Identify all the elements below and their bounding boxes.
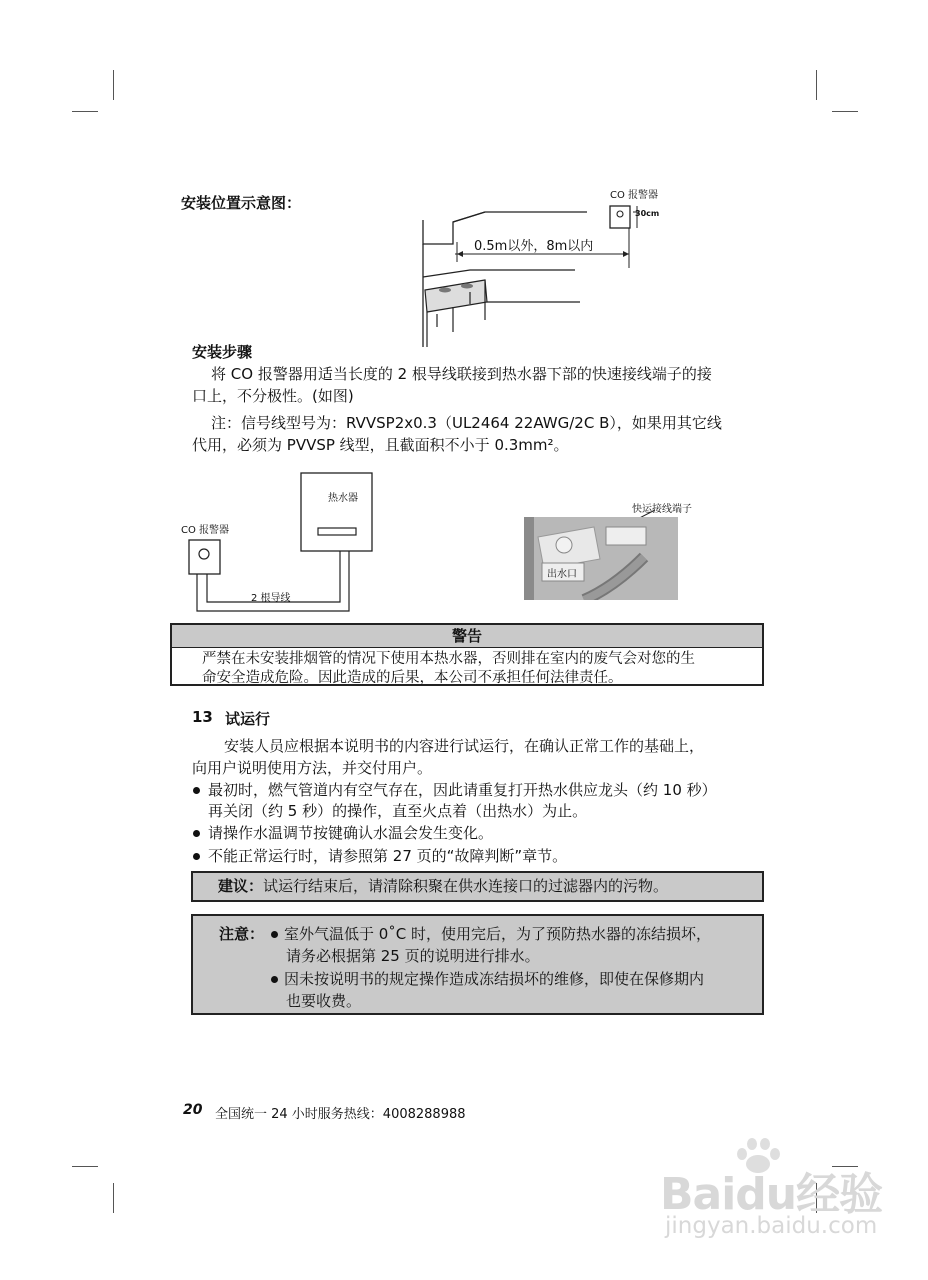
note-item-text: 室外气温低于 0˚C 时，使用完后，为了预防热水器的冻结损坏， — [284, 925, 712, 943]
note-box — [191, 914, 764, 1015]
crop-mark — [72, 111, 98, 112]
suggestion-label: 建议： — [218, 877, 264, 895]
install-diagram-title: 安装位置示意图： — [181, 194, 302, 212]
bullet-icon — [193, 830, 200, 837]
crop-mark — [113, 1183, 114, 1213]
crop-mark — [72, 1166, 98, 1167]
watermark-url: jingyan.baidu.com — [665, 1213, 878, 1239]
terminal-photo — [524, 517, 678, 600]
install-steps-text: 将 CO 报警器用适当长度的 2 根导线联接到热水器下部的快速接线端子的接 — [211, 365, 712, 383]
outlet-label: 出水口 — [547, 569, 577, 580]
list-item — [193, 845, 567, 867]
note-item-text: 也要收费。 — [286, 992, 362, 1010]
suggestion-box — [191, 871, 764, 902]
list-item — [193, 779, 717, 801]
heater-label: 热水器 — [328, 493, 358, 504]
signal-wire-note: 代用，必须为 PVVSP 线型，且截面积不小于 0.3mm²。 — [192, 436, 569, 454]
suggestion-text: 试运行结束后，请清除积聚在供水连接口的过滤器内的污物。 — [263, 877, 669, 895]
bullet-icon — [193, 787, 200, 794]
list-item-text: 请操作水温调节按键确认水温会发生变化。 — [208, 824, 494, 842]
list-item — [193, 822, 493, 844]
install-position-diagram — [415, 182, 665, 350]
signal-wire-note: 注：信号线型号为：RVVSP2x0.3（UL2464 22AWG/2C B），如果用其它线 — [211, 414, 722, 432]
watermark-brand: Baidu经验 — [660, 1169, 883, 1220]
height-label: 30cm — [635, 209, 660, 218]
list-item-text: 最初时，燃气管道内有空气存在，因此请重复打开热水供应龙头（约 10 秒） — [208, 781, 717, 799]
bullet-icon — [193, 853, 200, 860]
section-title: 试运行 — [225, 710, 271, 728]
wiring-co-label: CO 报警器 — [181, 525, 230, 536]
list-item-text: 再关闭（约 5 秒）的操作，直至火点着（出热水）为止。 — [208, 802, 588, 820]
warning-title: 警告 — [172, 625, 762, 648]
crop-mark — [113, 70, 114, 100]
note-item — [271, 923, 711, 945]
distance-label: 0.5m以外，8m以内 — [474, 239, 594, 254]
list-item-text: 不能正常运行时，请参照第 27 页的“故障判断”章节。 — [208, 847, 568, 865]
page-number: 20 — [183, 1102, 203, 1118]
section-intro: 安装人员应根据本说明书的内容进行试运行，在确认正常工作的基础上， — [224, 737, 705, 755]
co-alarm-label: CO 报警器 — [610, 190, 659, 201]
wire-label: 2 根导线 — [251, 593, 291, 604]
bullet-icon — [271, 931, 278, 938]
note-label: 注意： — [219, 925, 265, 943]
crop-mark — [832, 111, 858, 112]
section-intro: 向用户说明使用方法，并交付用户。 — [192, 759, 433, 777]
install-steps-text: 口上，不分极性。(如图) — [192, 387, 354, 405]
note-item-text: 因未按说明书的规定操作造成冻结损坏的维修，即使在保修期内 — [284, 970, 705, 988]
warning-box — [170, 623, 764, 686]
warning-text: 命安全造成危险。因此造成的后果，本公司不承担任何法律责任。 — [202, 670, 623, 686]
warning-text: 严禁在未安装排烟管的情况下使用本热水器，否则排在室内的废气会对您的生 — [202, 651, 695, 667]
note-item-text: 请务必根据第 25 页的说明进行排水。 — [286, 947, 540, 965]
section-number: 13 — [192, 708, 213, 726]
note-item — [271, 968, 704, 990]
install-steps-heading: 安装步骤 — [192, 343, 253, 361]
hotline-text: 全国统一 24 小时服务热线：4008288988 — [215, 1107, 466, 1122]
bullet-icon — [271, 976, 278, 983]
crop-mark — [816, 70, 817, 100]
warning-body — [172, 648, 762, 688]
terminal-photo-art — [524, 517, 678, 600]
terminal-label: 快运接线端子 — [632, 504, 692, 515]
